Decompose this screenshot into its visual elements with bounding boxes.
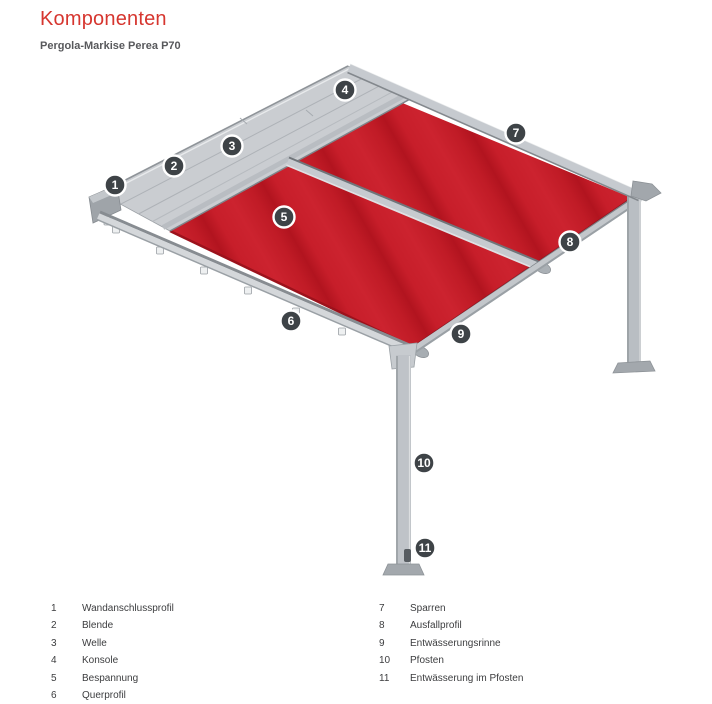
- badge-number: 1: [111, 178, 119, 193]
- badge-number: 8: [566, 235, 574, 250]
- legend-number: 3: [51, 637, 57, 649]
- component-badge-3: [222, 136, 243, 157]
- legend-label: Pfosten: [410, 655, 444, 667]
- right-post: [613, 191, 655, 373]
- legend-number: 4: [51, 655, 57, 667]
- badge-number: 11: [418, 541, 432, 556]
- legend-row-4: [51, 652, 174, 669]
- legend-row-2: [51, 617, 174, 634]
- legend-number: 8: [379, 620, 385, 632]
- legend-number: 6: [51, 689, 57, 701]
- legend-row-1: [51, 600, 174, 617]
- legend-number: 10: [379, 655, 391, 667]
- legend-number: 7: [379, 603, 385, 614]
- legend-row-8: [379, 617, 523, 634]
- legend-label: Wandanschlussprofil: [82, 603, 174, 614]
- legend-number: 9: [379, 637, 385, 649]
- legend-number: 5: [51, 672, 57, 684]
- component-badge-9: [451, 324, 472, 345]
- badge-number: 3: [228, 139, 236, 154]
- component-badge-11: [415, 538, 436, 559]
- legend-row-7: [379, 600, 523, 617]
- badge-number: 9: [457, 327, 465, 342]
- legend-row-11: [379, 670, 523, 687]
- component-badge-10: [414, 453, 435, 474]
- legend-label: Entwässerungsrinne: [410, 637, 501, 649]
- badge-number: 6: [287, 314, 295, 329]
- page-title: Komponenten: [40, 8, 167, 30]
- legend-label: Querprofil: [82, 689, 126, 701]
- legend-row-3: [51, 635, 174, 652]
- legend-number: 2: [51, 620, 57, 632]
- badge-number: 5: [280, 210, 288, 225]
- legend-number: 1: [51, 603, 57, 614]
- legend-label: Bespannung: [82, 672, 139, 684]
- post-drainage-slot: [404, 549, 411, 562]
- badge-number: 4: [341, 83, 349, 98]
- legend-row-5: [51, 670, 174, 687]
- legend-label: Sparren: [410, 603, 446, 614]
- badge-number: 7: [512, 126, 520, 141]
- page-subtitle: Pergola-Markise Perea P70: [40, 40, 181, 52]
- legend-row-9: [379, 635, 523, 652]
- legend-label: Entwässerung im Pfosten: [410, 672, 524, 684]
- component-badge-4: [335, 80, 356, 101]
- legend-label: Blende: [82, 620, 114, 632]
- legend-number: 11: [379, 672, 390, 684]
- legend-label: Ausfallprofil: [410, 620, 462, 632]
- component-badge-2: [164, 156, 185, 177]
- component-badge-5: [274, 207, 295, 228]
- badge-number: 2: [170, 159, 178, 174]
- legend-column-right: [379, 600, 523, 687]
- badge-number: 10: [417, 456, 431, 471]
- legend-label: Konsole: [82, 655, 119, 667]
- component-badge-8: [560, 232, 581, 253]
- legend-row-10: [379, 652, 523, 669]
- component-badge-7: [506, 123, 527, 144]
- legend-label: Welle: [82, 637, 107, 649]
- component-badge-6: [281, 311, 302, 332]
- legend-row-6: [51, 687, 174, 704]
- legend-column-left: [51, 600, 174, 704]
- component-badge-1: [105, 175, 126, 196]
